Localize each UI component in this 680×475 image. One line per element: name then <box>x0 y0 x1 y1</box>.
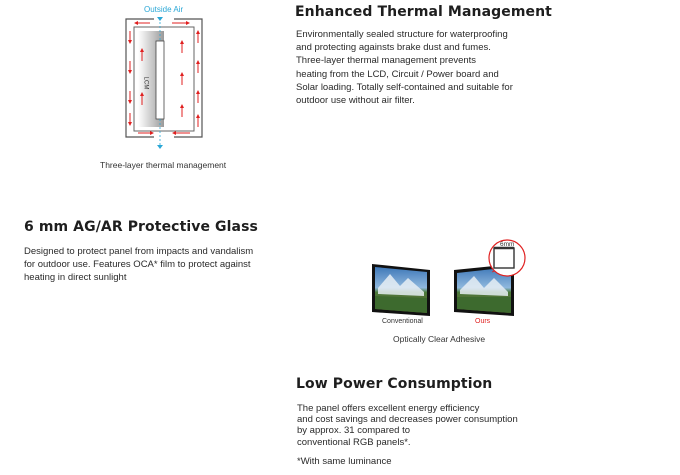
thermal-title: Enhanced Thermal Management <box>295 4 552 20</box>
thermal-line: heating from the LCD, Circuit / Power board and <box>296 68 499 80</box>
glass-line: Designed to protect panel from impacts and vandalism <box>24 246 254 257</box>
thermal-schematic <box>120 5 220 155</box>
thermal-line: Solar loading. Totally self-contained and suitable for <box>296 81 513 93</box>
air-arrow-bottom <box>157 145 163 149</box>
ours-label: Ours <box>475 318 491 325</box>
lcm-label: LCM <box>142 76 149 90</box>
power-description <box>297 403 577 448</box>
glass-description <box>24 245 304 285</box>
power-line: conventional RGB panels*. <box>297 436 411 448</box>
thermal-line: Three-layer thermal management prevents <box>296 55 477 67</box>
power-line: The panel offers excellent energy efficiency <box>297 403 480 414</box>
thermal-line: and protecting againsts brake dust and fumes. <box>296 42 491 54</box>
zoom-6mm-label: 6mm <box>500 241 515 248</box>
power-title: Low Power Consumption <box>296 376 493 392</box>
zoom-glass-edge <box>494 248 514 268</box>
conventional-label: Conventional <box>382 318 423 325</box>
thermal-line: Environmentally sealed structure for waterproofing <box>296 29 508 40</box>
thermal-caption: Three-layer thermal management <box>100 160 227 170</box>
power-line: and cost savings and decreases power consumption <box>297 414 518 426</box>
glass-title: 6 mm AG/AR Protective Glass <box>24 219 258 235</box>
glass-line: heating in direct sunlight <box>24 272 127 284</box>
glass-line: for outdoor use. Features OCA* film to protect against <box>24 259 251 271</box>
glass-caption: Optically Clear Adhesive <box>393 334 486 344</box>
power-line: by approx. 31 compared to <box>297 425 411 437</box>
thermal-line: outdoor use without air filter. <box>296 95 415 107</box>
thermal-description <box>296 28 596 107</box>
thermal-diagram <box>120 5 220 155</box>
air-arrow-top <box>157 17 163 21</box>
lcm-panel <box>156 41 164 119</box>
glass-illustration <box>368 236 538 328</box>
power-footnote: *With same luminance <box>297 456 392 467</box>
conventional-monitor <box>372 264 430 316</box>
outside-air-label: Outside Air <box>144 5 184 14</box>
